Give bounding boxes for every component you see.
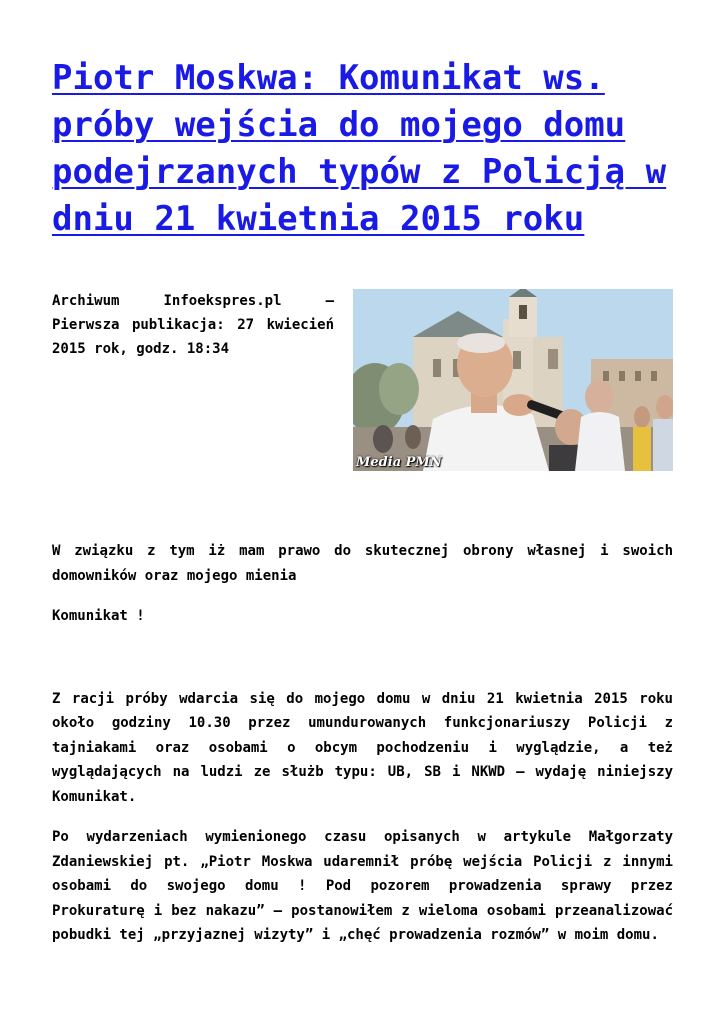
article-title-link[interactable]: Piotr Moskwa: Komunikat ws. próby wejścia do mojego domu podejrzanych typów z Policją w dniu 21 kwietnia 2015 roku — [52, 58, 667, 239]
article — [52, 55, 673, 948]
publication-meta: Archiwum Infoekspres.pl – Pierwsza publikacja: 27 kwiecień 2015 rok, godz. 18:34 — [52, 293, 334, 357]
article-header-row — [52, 289, 673, 471]
paragraph-komunikat-heading: Komunikat ! — [52, 608, 145, 624]
paragraph-incident: Z racji próby wdarcia się do mojego domu w dniu 21 kwietnia 2015 roku około godziny 10.30 przez umundurowanych funkcjonariuszy Policji z tajniakami oraz osobami o obcym pochodzeniu i wyglądzie, a też wyglądających na ludzi ze służb typu: UB, SB i NKWD – wydaję niniejszy Komunikat. — [52, 690, 673, 805]
photo-watermark: Media PMN — [356, 455, 442, 470]
paragraph-analysis: Po wydarzeniach wymienionego czasu opisanych w artykule Małgorzaty Zdaniewskiej pt. „Piotr Moskwa udaremnił próbę wejścia Policji z innymi osobami do swojego domu ! Pod pozorem prowadzenia sprawy przez Prokuraturę i bez nakazu” – postanowiłem z wieloma osobami przeanalizować pobudki tej „przyjaznej wizyty” i „chęć prowadzenia rozmów” w moim domu. — [52, 829, 673, 943]
article-title — [52, 55, 673, 243]
paragraph-intro: W związku z tym iż mam prawo do skutecznej obrony własnej i swoich domowników oraz mojego mienia — [52, 543, 673, 584]
photo-illustration — [353, 289, 673, 471]
article-photo — [353, 289, 673, 471]
